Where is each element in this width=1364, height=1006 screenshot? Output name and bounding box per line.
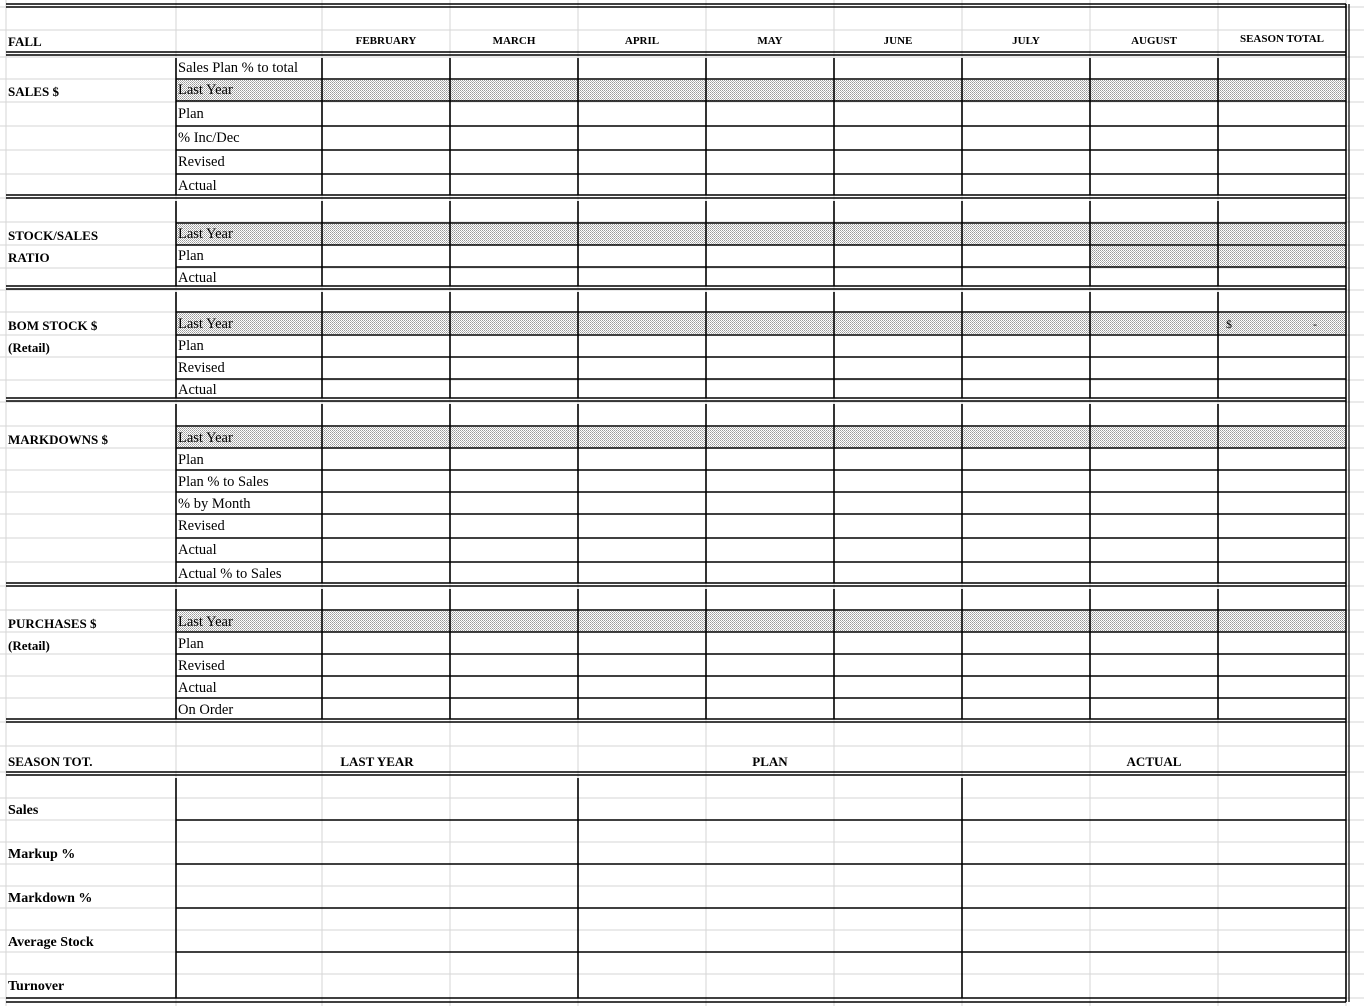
bom-total-currency: $ xyxy=(1226,317,1232,331)
sales-row-label: Last Year xyxy=(178,82,233,98)
bom-row-label: Actual xyxy=(178,382,217,398)
bom-total-value: - xyxy=(1313,317,1317,331)
last-year-row-shade xyxy=(176,224,1346,245)
month-header-july: JULY xyxy=(1012,35,1040,47)
season-label: FALL xyxy=(8,34,42,49)
sales-row-label: Revised xyxy=(178,154,225,170)
purchases-row-label: Last Year xyxy=(178,614,233,630)
purchases-row-label: Revised xyxy=(178,658,225,674)
purchases-row-label: Actual xyxy=(178,680,217,696)
month-header-may: MAY xyxy=(757,35,783,47)
section-stock-sales-title: STOCK/SALES xyxy=(8,228,99,243)
month-header-april: APRIL xyxy=(624,35,660,47)
markdowns-row-label: Actual xyxy=(178,542,217,558)
section-bom-stock-title: BOM STOCK $ xyxy=(8,318,98,333)
sales-row-label: % Inc/Dec xyxy=(178,130,240,146)
season-totals-title: SEASON TOT. xyxy=(8,754,93,769)
section-sales-title: SALES $ xyxy=(8,84,59,99)
purchases-row-label: Plan xyxy=(178,636,204,652)
sales-row-label: Sales Plan % to total xyxy=(178,60,299,76)
markdowns-row-label: Plan % to Sales xyxy=(178,474,269,490)
section-purchases-title: PURCHASES $ xyxy=(8,616,97,631)
month-header-june: JUNE xyxy=(883,35,913,47)
section-purchases-subtitle: (Retail) xyxy=(8,638,50,653)
bom-row-label: Revised xyxy=(178,360,225,376)
section-stock-sales-subtitle: RATIO xyxy=(8,250,50,265)
bom-row-label: Plan xyxy=(178,338,204,354)
season-totals-row-label: Markup % xyxy=(8,847,76,862)
stock-sales-row-label: Plan xyxy=(178,248,204,264)
last-year-row-shade xyxy=(176,427,1346,448)
stock-sales-row-label: Last Year xyxy=(178,226,233,242)
season-totals-row-label: Turnover xyxy=(8,979,65,994)
season-totals-row-label: Sales xyxy=(8,803,39,818)
bom-row-label: Last Year xyxy=(178,316,233,332)
section-markdowns-title: MARKDOWNS $ xyxy=(8,432,109,447)
season-totals-row-label: Average Stock xyxy=(8,935,94,950)
season-total-header: SEASON TOTAL xyxy=(1239,33,1325,45)
month-header-march: MARCH xyxy=(492,35,536,47)
last-year-row-shade xyxy=(176,313,1346,334)
stock-sales-row-label: Actual xyxy=(178,270,217,286)
month-header-august: AUGUST xyxy=(1131,35,1177,47)
last-year-row-shade xyxy=(176,80,1346,101)
month-header-february: FEBRUARY xyxy=(355,35,417,47)
section-bom-stock-subtitle: (Retail) xyxy=(8,340,50,355)
season-totals-row-label: Markdown % xyxy=(8,891,93,906)
purchases-row-label: On Order xyxy=(178,702,234,718)
sales-row-label: Actual xyxy=(178,178,217,194)
season-totals-column-last-year: LAST YEAR xyxy=(340,754,414,769)
last-year-row-shade xyxy=(176,611,1346,632)
season-totals-column-plan: PLAN xyxy=(752,754,788,769)
markdowns-row-label: % by Month xyxy=(178,496,251,512)
season-totals-column-actual: ACTUAL xyxy=(1126,754,1182,769)
markdowns-row-label: Last Year xyxy=(178,430,233,446)
sales-row-label: Plan xyxy=(178,106,204,122)
markdowns-row-label: Plan xyxy=(178,452,204,468)
markdowns-row-label: Revised xyxy=(178,518,225,534)
markdowns-row-label: Actual % to Sales xyxy=(178,566,282,582)
